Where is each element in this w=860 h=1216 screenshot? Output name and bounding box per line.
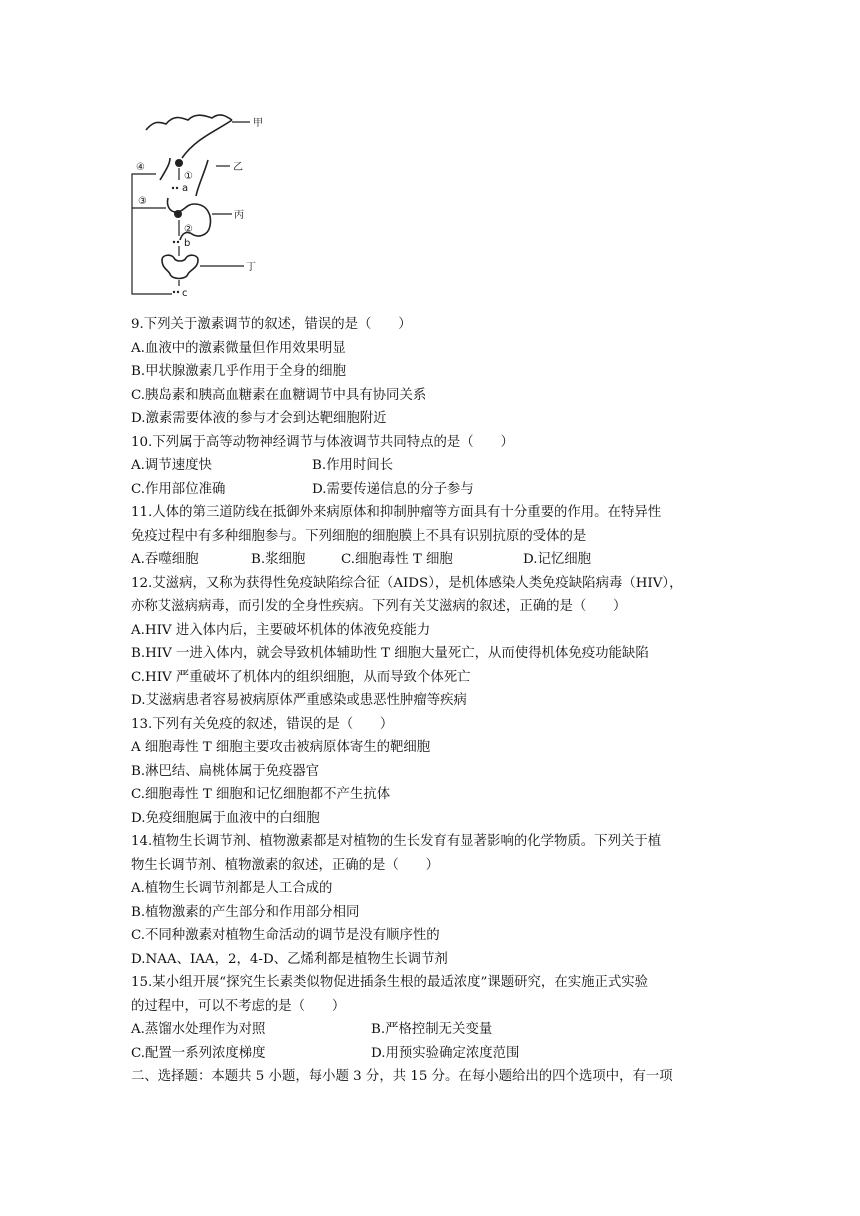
question-9 xyxy=(131,313,731,431)
substance-b: b xyxy=(184,238,191,249)
question-12 xyxy=(131,572,731,713)
label-jia: 甲 xyxy=(253,118,263,129)
question-stem: 15.某小组开展“探究生长素类似物促进插条生根的最适浓度”课题研究，在实施正式实验 xyxy=(131,975,649,990)
option-a: A 细胞毒性 T 细胞主要攻击被病原体寄生的靶细胞 xyxy=(131,740,431,755)
arrow-label-4: ④ xyxy=(136,162,145,173)
option-b: B.淋巴结、扁桃体属于免疫器官 xyxy=(131,763,320,779)
option-d: D.NAA、IAA，2，4-D、乙烯利都是植物生长调节剂 xyxy=(131,951,448,967)
label-ding: 丁 xyxy=(246,262,256,273)
option-a: A.血液中的激素微量但作用效果明显 xyxy=(131,340,346,356)
option-b: B.植物激素的产生部分和作用部分相同 xyxy=(131,904,360,920)
question-stem: 10.下列属于高等动物神经调节与体液调节共同特点的是（ ） xyxy=(131,434,514,450)
option-d: D.免疫细胞属于血液中的白细胞 xyxy=(131,810,320,826)
option-b: B.甲状腺激素几乎作用于全身的细胞 xyxy=(131,364,346,379)
option-c: C.HIV 严重破坏了机体内的组织细胞，从而导致个体死亡 xyxy=(131,669,471,685)
option-a: A.吞噬细胞 xyxy=(131,552,199,567)
option-row xyxy=(131,454,731,478)
option-row xyxy=(131,478,731,502)
option-c: C.胰岛素和胰高血糖素在血糖调节中具有协同关系 xyxy=(131,387,427,403)
question-11 xyxy=(131,501,731,572)
question-15 xyxy=(131,971,731,1065)
arrow-label-2: ② xyxy=(184,224,193,235)
option-c: C.不同种激素对植物生命活动的调节是没有顺序性的 xyxy=(131,928,440,943)
option-b: B.作用时间长 xyxy=(312,458,394,473)
option-row xyxy=(131,1042,731,1066)
option-d: D.激素需要体液的参与才会到达靶细胞附近 xyxy=(131,411,387,426)
option-b: B.严格控制无关变量 xyxy=(371,1022,493,1037)
arrow-label-3: ③ xyxy=(138,196,147,207)
substance-a: a xyxy=(182,183,189,194)
question-stem: 13.下列有关免疫的叙述，错误的是（ ） xyxy=(131,716,394,732)
label-yi: 乙 xyxy=(233,162,243,173)
question-stem: 12.艾滋病，又称为获得性免疫缺陷综合征（AIDS），是机体感染人类免疫缺陷病毒（HIV）， xyxy=(131,575,683,591)
question-stem: 免疫过程中有多种细胞参与。下列细胞的细胞膜上不具有识别抗原的受体的是 xyxy=(131,528,587,544)
option-a: A.调节速度快 xyxy=(131,458,212,473)
option-a: A.植物生长调节剂都是人工合成的 xyxy=(131,881,333,896)
question-stem: 9.下列关于激素调节的叙述，错误的是（ ） xyxy=(131,317,412,332)
question-stem: 11.人体的第三道防线在抵御外来病原体和抑制肿瘤等方面具有十分重要的作用。在特异性 xyxy=(131,505,662,520)
question-10 xyxy=(131,431,731,502)
option-a: A.HIV 进入体内后，主要破坏机体的体液免疫能力 xyxy=(131,622,431,638)
option-c: C.细胞毒性 T 细胞 xyxy=(341,552,453,567)
question-stem: 亦称艾滋病病毒，而引发的全身性疾病。下列有关艾滋病的叙述，正确的是（ ） xyxy=(131,599,627,614)
question-stem: 的过程中，可以不考虑的是（ ） xyxy=(131,998,346,1014)
hormone-regulation-diagram xyxy=(126,108,276,300)
option-a: A.蒸馏水处理作为对照 xyxy=(131,1022,266,1037)
substance-c: c xyxy=(182,288,188,299)
option-row xyxy=(131,548,731,572)
option-d: D.记忆细胞 xyxy=(523,552,592,567)
option-d: D.艾滋病患者容易被病原体严重感染或患恶性肿瘤等疾病 xyxy=(131,693,467,708)
label-bing: 丙 xyxy=(234,210,244,221)
option-c: C.配置一系列浓度梯度 xyxy=(131,1045,266,1061)
option-c: C.作用部位准确 xyxy=(131,481,226,497)
option-row xyxy=(131,1018,731,1042)
option-b: B.HIV 一进入体内，就会导致机体辅助性 T 细胞大量死亡，从而使得机体免疫功能缺陷 xyxy=(131,646,649,661)
question-13 xyxy=(131,713,731,831)
question-stem: 物生长调节剂、植物激素的叙述，正确的是（ ） xyxy=(131,857,439,873)
option-b: B.浆细胞 xyxy=(251,552,306,567)
question-14 xyxy=(131,830,731,971)
question-list xyxy=(131,313,731,1089)
option-d: D.用预实验确定浓度范围 xyxy=(371,1045,520,1061)
question-stem: 14.植物生长调节剂、植物激素都是对植物的生长发育有显著影响的化学物质。下列关于植 xyxy=(131,834,662,849)
section-2-heading: 二、选择题：本题共 5 小题，每小题 3 分，共 15 分。在每小题给出的四个选项中，有一项 xyxy=(131,1069,673,1084)
arrow-label-1: ① xyxy=(184,171,193,182)
option-d: D.需要传递信息的分子参与 xyxy=(312,481,474,497)
option-c: C.细胞毒性 T 细胞和记忆细胞都不产生抗体 xyxy=(131,787,391,802)
